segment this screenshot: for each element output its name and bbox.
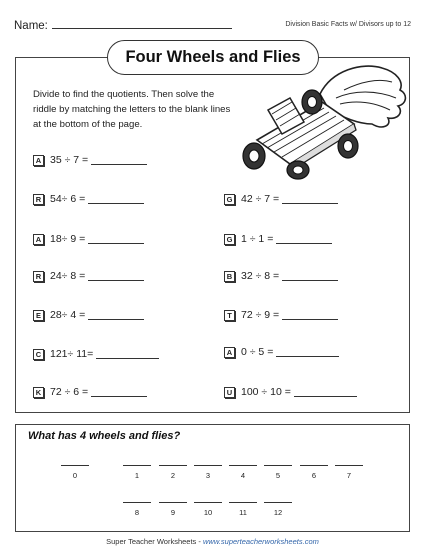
slot-number: 10 <box>203 508 213 517</box>
riddle-slot[interactable] <box>264 465 292 480</box>
riddle-slot[interactable] <box>300 465 328 480</box>
letter-badge: A <box>224 347 235 358</box>
slot-number: 7 <box>346 471 352 480</box>
letter-badge: R <box>33 271 44 282</box>
problem-9 <box>224 309 338 321</box>
letter-badge: A <box>33 155 44 166</box>
riddle-slot[interactable] <box>61 465 89 480</box>
slot-number: 6 <box>311 471 317 480</box>
name-field[interactable] <box>52 18 232 29</box>
answer-blank[interactable] <box>282 271 338 281</box>
answer-blank[interactable] <box>282 310 338 320</box>
footer-separator: - <box>196 537 203 546</box>
worksheet-subject: Division Basic Facts w/ Divisors up to 12 <box>285 21 411 28</box>
riddle-slot[interactable] <box>335 465 363 480</box>
problem-expression: 42 ÷ 7 = <box>241 193 280 205</box>
slot-number: 4 <box>240 471 246 480</box>
answer-blank[interactable] <box>282 194 338 204</box>
riddle-slot[interactable] <box>123 502 151 517</box>
slot-number: 9 <box>170 508 176 517</box>
riddle-slot[interactable] <box>123 465 151 480</box>
letter-badge: R <box>33 194 44 205</box>
footer <box>0 537 425 546</box>
problem-4 <box>33 233 144 245</box>
riddle-question: What has 4 wheels and flies? <box>28 430 181 442</box>
slot-number: 3 <box>205 471 211 480</box>
problem-expression: 72 ÷ 6 = <box>50 386 89 398</box>
problem-2 <box>33 193 144 205</box>
answer-blank[interactable] <box>91 155 147 165</box>
instructions: Divide to find the quotients. Then solve the riddle by matching the letters to the blank lines at the bottom of the page. <box>33 89 231 130</box>
riddle-slot[interactable] <box>264 502 292 517</box>
letter-badge: K <box>33 387 44 398</box>
name-row <box>14 18 232 32</box>
letter-badge: E <box>33 310 44 321</box>
problem-expression: 100 ÷ 10 = <box>241 386 291 398</box>
slot-number: 12 <box>273 508 283 517</box>
problem-expression: 0 ÷ 5 = <box>241 346 274 358</box>
problem-7 <box>224 270 338 282</box>
problem-8 <box>33 309 144 321</box>
riddle-slot[interactable] <box>229 465 257 480</box>
slot-number: 8 <box>134 508 140 517</box>
problem-11 <box>224 346 339 358</box>
letter-badge: G <box>224 234 235 245</box>
problem-expression: 18÷ 9 = <box>50 233 86 245</box>
answer-blank[interactable] <box>88 194 144 204</box>
problem-3 <box>224 193 338 205</box>
problem-expression: 72 ÷ 9 = <box>241 309 280 321</box>
problem-expression: 28÷ 4 = <box>50 309 86 321</box>
letter-badge: T <box>224 310 235 321</box>
slot-number: 2 <box>170 471 176 480</box>
letter-badge: A <box>33 234 44 245</box>
riddle-slot[interactable] <box>159 465 187 480</box>
problem-13 <box>224 386 357 398</box>
slot-number: 1 <box>134 471 140 480</box>
letter-badge: G <box>224 194 235 205</box>
answer-blank[interactable] <box>88 271 144 281</box>
problem-10 <box>33 348 159 360</box>
problem-expression: 32 ÷ 8 = <box>241 270 280 282</box>
answer-blank[interactable] <box>276 234 332 244</box>
riddle-slot[interactable] <box>194 502 222 517</box>
riddle-slot[interactable] <box>194 465 222 480</box>
answer-blank[interactable] <box>88 234 144 244</box>
answer-blank[interactable] <box>96 349 159 359</box>
winged-go-kart-icon <box>232 60 412 180</box>
answer-blank[interactable] <box>88 310 144 320</box>
answer-blank[interactable] <box>91 387 147 397</box>
problem-expression: 24÷ 8 = <box>50 270 86 282</box>
slot-number: 0 <box>72 471 78 480</box>
riddle-slot[interactable] <box>159 502 187 517</box>
problem-expression: 1 ÷ 1 = <box>241 233 274 245</box>
footer-url-link[interactable]: www.superteacherworksheets.com <box>202 537 319 546</box>
problem-6 <box>33 270 144 282</box>
letter-badge: C <box>33 349 44 360</box>
letter-badge: B <box>224 271 235 282</box>
answer-blank[interactable] <box>294 387 357 397</box>
riddle-slot[interactable] <box>229 502 257 517</box>
letter-badge: U <box>224 387 235 398</box>
problem-1 <box>33 154 147 166</box>
problem-12 <box>33 386 147 398</box>
problem-expression: 54÷ 6 = <box>50 193 86 205</box>
name-label: Name: <box>14 20 48 32</box>
problem-5 <box>224 233 332 245</box>
slot-number: 5 <box>275 471 281 480</box>
slot-number: 11 <box>239 508 247 517</box>
problem-expression: 121÷ 11= <box>50 348 94 360</box>
problem-expression: 35 ÷ 7 = <box>50 154 89 166</box>
answer-blank[interactable] <box>276 347 339 357</box>
footer-brand: Super Teacher Worksheets <box>106 537 197 546</box>
worksheet-title: Four Wheels and Flies <box>107 40 319 75</box>
